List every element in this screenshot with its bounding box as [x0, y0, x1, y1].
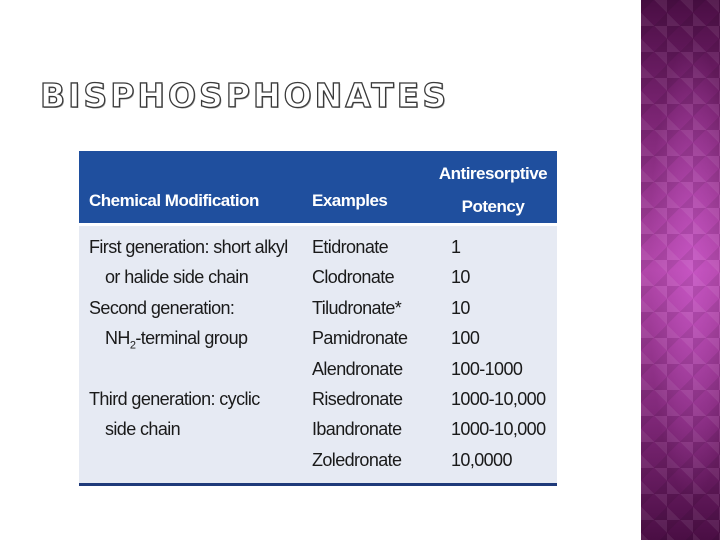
decorative-side-band [641, 0, 720, 540]
cell-potency: 1000-10,000 [451, 388, 546, 409]
table-row [79, 445, 557, 475]
table-row [79, 354, 557, 384]
cell-modification: side chain [105, 419, 181, 440]
cell-example: Risedronate [312, 388, 403, 409]
cell-example: Clodronate [312, 267, 395, 288]
cell-example: Ibandronate [312, 419, 402, 440]
slide-title: BISPHOSPHONATES [40, 76, 450, 115]
table-header [79, 151, 557, 226]
cell-modification: or halide side chain [105, 267, 249, 288]
diamond-pattern [641, 0, 720, 540]
cell-potency: 100-1000 [451, 358, 523, 379]
cell-potency: 10 [451, 297, 470, 318]
header-examples: Examples [312, 191, 388, 210]
cell-example: Tiludronate* [312, 297, 402, 318]
cell-potency: 10 [451, 267, 470, 288]
cell-potency: 1000-10,000 [451, 419, 546, 440]
table-row [79, 384, 557, 414]
table-row [79, 414, 557, 444]
cell-potency: 1 [451, 237, 461, 257]
nh2-prefix: NH [105, 328, 130, 349]
header-chemical-modification: Chemical Modification [89, 191, 259, 210]
cell-example: Zoledronate [312, 449, 402, 470]
cell-example: Alendronate [312, 358, 403, 379]
header-potency-line2: Potency [461, 197, 525, 216]
table-body [79, 232, 557, 475]
table-row [79, 232, 557, 262]
cell-potency: 10,0000 [451, 449, 512, 470]
cell-modification: Third generation: cyclic [89, 388, 260, 409]
header-potency-line1: Antiresorptive [438, 164, 548, 183]
nh2-subscript: 2 [129, 339, 136, 352]
modification-text: -terminal group [135, 328, 248, 349]
cell-example: Pamidronate [312, 328, 408, 349]
cell-example: Etidronate [312, 237, 389, 257]
header-antiresorptive-potency [437, 157, 549, 223]
table-row [79, 323, 557, 353]
cell-modification: First generation: short alkyl [89, 237, 288, 257]
bisphosphonate-table [79, 151, 557, 486]
cell-modification: Second generation: [89, 297, 235, 318]
table-row [79, 293, 557, 323]
table-row [79, 262, 557, 292]
cell-potency: 100 [451, 328, 480, 349]
